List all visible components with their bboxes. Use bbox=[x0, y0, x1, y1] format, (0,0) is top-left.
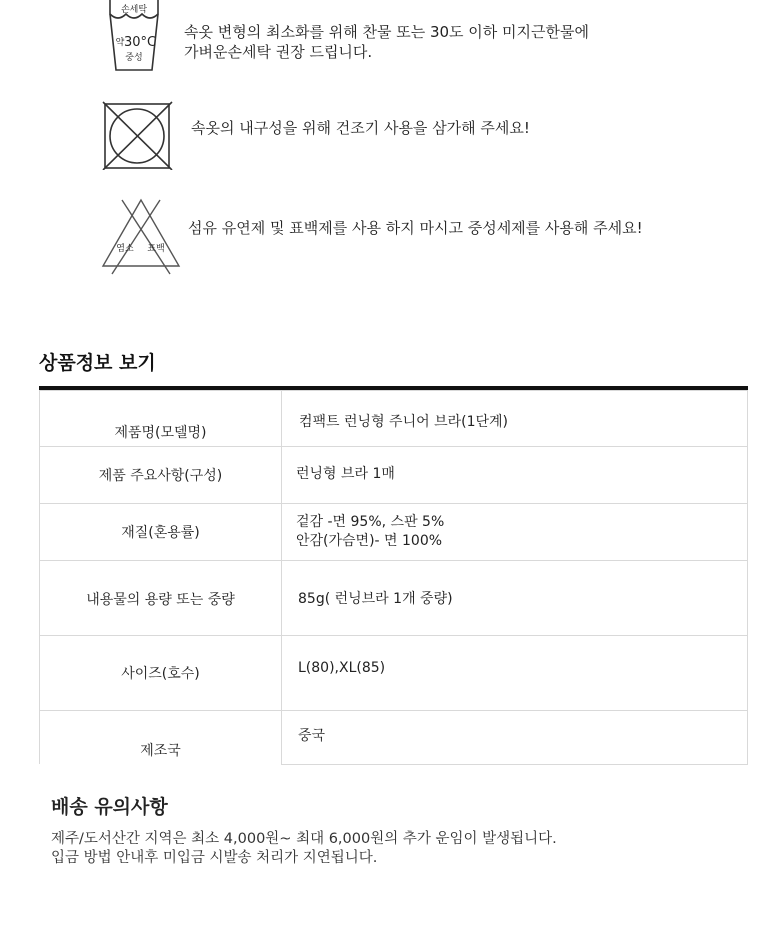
table-row bbox=[40, 561, 748, 636]
tub-temp-label: 30°C bbox=[123, 35, 157, 50]
row-value: 런닝형 브라 1매 bbox=[282, 447, 748, 504]
row-label: 제조국 bbox=[40, 711, 282, 765]
row-label: 내용물의 용량 또는 중량 bbox=[40, 561, 282, 636]
no-bleach-text: 섬유 유연제 및 표백제를 사용 하지 마시고 중성세제를 사용해 주세요! bbox=[188, 219, 643, 237]
row-value: 85g( 런닝브라 1개 중량) bbox=[282, 561, 748, 636]
row-value: L(80),XL(85) bbox=[282, 636, 748, 711]
shipping-line: 입금 방법 안내후 미입금 시발송 처리가 지연됩니다. bbox=[51, 850, 378, 866]
row-value: 중국 bbox=[282, 711, 748, 765]
row-label: 사이즈(호수) bbox=[40, 636, 282, 711]
tub-top-label: 손세탁 bbox=[120, 5, 148, 15]
tri-bleach-label: 표백 bbox=[147, 244, 165, 254]
tub-mild-label: 약 bbox=[115, 38, 125, 48]
handwash-text: 속옷 변형의 최소화를 위해 찬물 또는 30도 이하 미지근한물에 가벼운손세탁 권장 드립니다. bbox=[184, 23, 589, 61]
product-info-title: 상품정보 보기 bbox=[39, 352, 156, 374]
no-dryer-text: 속옷의 내구성을 위해 건조기 사용을 삼가해 주세요! bbox=[191, 119, 530, 137]
no-bleach-triangle-icon bbox=[100, 196, 182, 276]
row-label: 재질(혼용률) bbox=[40, 504, 282, 561]
row-value: 겉감 -면 95%, 스판 5% 안감(가슴면)- 면 100% bbox=[282, 504, 748, 561]
table-row bbox=[40, 447, 748, 504]
row-value: 컴팩트 런닝형 주니어 브라(1단계) bbox=[282, 391, 748, 447]
table-row bbox=[40, 391, 748, 447]
shipping-line: 제주/도서산간 지역은 최소 4,000원~ 최대 6,000원의 추가 운임이 발생됩니다. bbox=[51, 831, 557, 847]
tub-neutral-label: 중성 bbox=[125, 53, 143, 63]
table-row bbox=[40, 711, 748, 765]
row-label: 제품명(모델명) bbox=[40, 391, 282, 447]
no-tumble-dry-icon bbox=[102, 98, 174, 170]
shipping-notice bbox=[51, 830, 557, 868]
product-info-table bbox=[39, 390, 748, 765]
tri-chlorine-label: 염소 bbox=[116, 244, 134, 254]
handwash-tub-icon bbox=[108, 0, 160, 72]
row-label: 제품 주요사항(구성) bbox=[40, 447, 282, 504]
table-row bbox=[40, 504, 748, 561]
table-row bbox=[40, 636, 748, 711]
shipping-title: 배송 유의사항 bbox=[51, 796, 168, 818]
